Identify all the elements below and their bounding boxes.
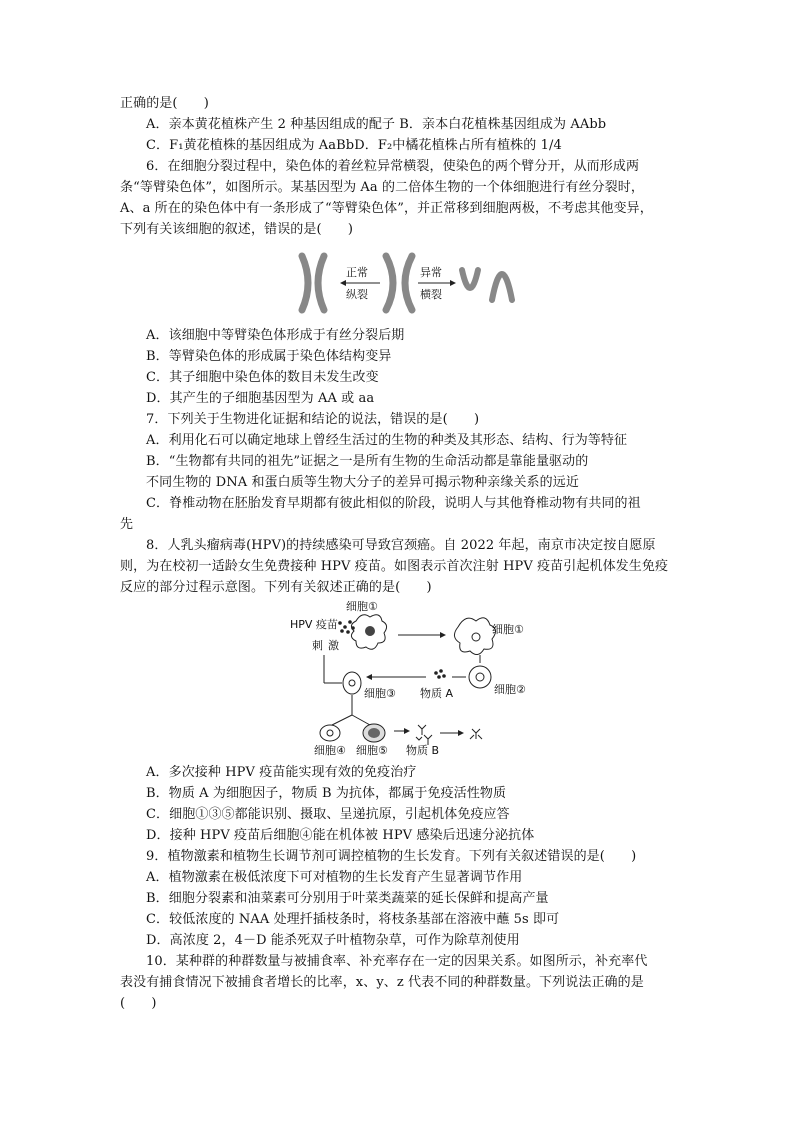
q7-option: 不同生物的 DNA 和蛋白质等生物大分子的差异可揭示物种亲缘关系的远近 bbox=[146, 475, 579, 490]
cell1-nucleus bbox=[365, 626, 375, 636]
chromatid-left-b bbox=[318, 256, 324, 310]
q6-stem-line: 6．在细胞分裂过程中，染色体的着丝粒异常横裂，使染色的两个臂分开，从而形成两 bbox=[146, 159, 640, 174]
label-substance-b: 物质 B bbox=[406, 744, 440, 757]
label-substance-a: 物质 A bbox=[420, 687, 454, 700]
cell1-right-nucleus bbox=[472, 633, 480, 641]
q6-option: D．其产生的子细胞基因型为 AA 或 aa bbox=[146, 391, 375, 406]
q7-option: B．“生物都有共同的祖先”证据之一是所有生物的生命活动都是靠能量驱动的 bbox=[146, 454, 589, 469]
label-transverse: 横裂 bbox=[420, 288, 442, 301]
q9-stem: 9．植物激素和植物生长调节剂可调控植物的生长发育。下列有关叙述错误的是( ) bbox=[146, 849, 637, 864]
q7-stem: 7．下列关于生物进化证据和结论的说法，错误的是( ) bbox=[146, 412, 480, 427]
chromatid-left-a bbox=[302, 256, 308, 310]
chromosome-center-b bbox=[405, 256, 412, 310]
label-longitudinal: 纵裂 bbox=[346, 288, 368, 301]
q8-stem-line: 则，为在校初一适龄女生免费接种 HPV 疫苗。如图表示首次注射 HPV 疫苗引起机体发生免疫 bbox=[120, 559, 669, 574]
immune-response-figure bbox=[290, 597, 540, 759]
label-hpv-vaccine: HPV 疫苗 bbox=[290, 618, 338, 631]
label-cell1-right: 细胞① bbox=[492, 623, 524, 636]
cell4 bbox=[320, 725, 340, 741]
label-stim-2: 激 bbox=[328, 639, 339, 652]
label-cell1-top: 细胞① bbox=[346, 600, 378, 613]
q9-option: C．较低浓度的 NAA 处理扦插枝条时，将枝条基部在溶液中蘸 5s 即可 bbox=[146, 912, 560, 927]
q10-stem-line: 10．某种群的种群数量与被捕食率、补充率存在一定的因果关系。如图所示，补充率代 bbox=[146, 954, 648, 969]
isochromosome-u bbox=[462, 270, 478, 288]
q8-option: C．细胞①③⑤都能识别、摄取、呈递抗原，引起机体免疫应答 bbox=[146, 807, 510, 822]
cell2 bbox=[469, 666, 491, 688]
q7-option-wrap: 先 bbox=[120, 517, 134, 532]
q10-stem-line: 表没有捕食情况下被捕食者增长的比率，x、y、z 代表不同的种群数量。下列说法正确的是 bbox=[120, 975, 644, 990]
q6-stem-line: 下列有关该细胞的叙述，错误的是( ) bbox=[120, 222, 354, 237]
cell3 bbox=[343, 672, 361, 694]
label-cell2: 细胞② bbox=[494, 683, 526, 696]
q8-stem-line: 8．人乳头瘤病毒(HPV)的持续感染可导致宫颈癌。自 2022 年起，南京市决定按自愿原 bbox=[146, 538, 656, 553]
q6-stem-line: 条“等臂染色体”，如图所示。某基因型为 Aa 的二倍体生物的一个体细胞进行有丝分裂时， bbox=[120, 180, 644, 195]
q6-option: C．其子细胞中染色体的数目未发生改变 bbox=[146, 370, 379, 385]
isochromosome-figure bbox=[296, 252, 526, 314]
label-cell4: 细胞④ bbox=[314, 744, 346, 757]
q5-options-cd: C．F₁黄花植株的基因组成为 AaBbD．F₂中橘花植株占所有植株的 1/4 bbox=[146, 138, 562, 153]
q6-option: A．该细胞中等臂染色体形成于有丝分裂后期 bbox=[146, 328, 405, 343]
q7-option: A．利用化石可以确定地球上曾经生活过的生物的种类及其形态、结构、行为等特征 bbox=[146, 433, 628, 448]
q6-stem-line: A、a 所在的染色体中有一条形成了“等臂染色体”，并正常移到细胞两极，不考虑其他变异， bbox=[120, 201, 653, 216]
chromosome-center-a bbox=[386, 256, 393, 310]
q6-option: B．等臂染色体的形成属于染色体结构变异 bbox=[146, 349, 392, 364]
q5-options-ab: A．亲本黄花植株产生 2 种基因组成的配子 B．亲本白花植株基因组成为 AAbb bbox=[146, 117, 607, 132]
q5-stem-end: 正确的是( ) bbox=[120, 96, 209, 111]
q10-stem-line: ( ) bbox=[120, 996, 157, 1011]
label-normal: 正常 bbox=[346, 266, 368, 279]
label-cell3: 细胞③ bbox=[364, 687, 396, 700]
q9-option: A．植物激素在极低浓度下可对植物的生长发育产生显著调节作用 bbox=[146, 870, 523, 885]
label-stim-1: 刺 bbox=[312, 639, 323, 652]
cell1-right-dendritic bbox=[454, 618, 495, 655]
q8-stem-line: 反应的部分过程示意图。下列有关叙述正确的是( ) bbox=[120, 580, 432, 595]
q8-option: D．接种 HPV 疫苗后细胞④能在机体被 HPV 感染后迅速分泌抗体 bbox=[146, 828, 535, 843]
q9-option: D．高浓度 2，4－D 能杀死双子叶植物杂草，可作为除草剂使用 bbox=[146, 933, 520, 948]
isochromosome-arch bbox=[492, 274, 512, 300]
q7-option: C．脊椎动物在胚胎发育早期都有彼此相似的阶段，说明人与其他脊椎动物有共同的祖 bbox=[146, 496, 641, 511]
arrow-right-icon bbox=[450, 280, 456, 286]
label-cell5: 细胞⑤ bbox=[356, 744, 388, 757]
antigen-antibody-complex bbox=[470, 729, 482, 739]
q9-option: B．细胞分裂素和油菜素可分别用于叶菜类蔬菜的延长保鲜和提高产量 bbox=[146, 891, 549, 906]
label-abnormal: 异常 bbox=[420, 266, 442, 279]
arrow-left-icon bbox=[340, 280, 346, 286]
q8-option: A．多次接种 HPV 疫苗能实现有效的免疫治疗 bbox=[146, 765, 417, 780]
q8-option: B．物质 A 为细胞因子，物质 B 为抗体，都属于免疫活性物质 bbox=[146, 786, 507, 801]
